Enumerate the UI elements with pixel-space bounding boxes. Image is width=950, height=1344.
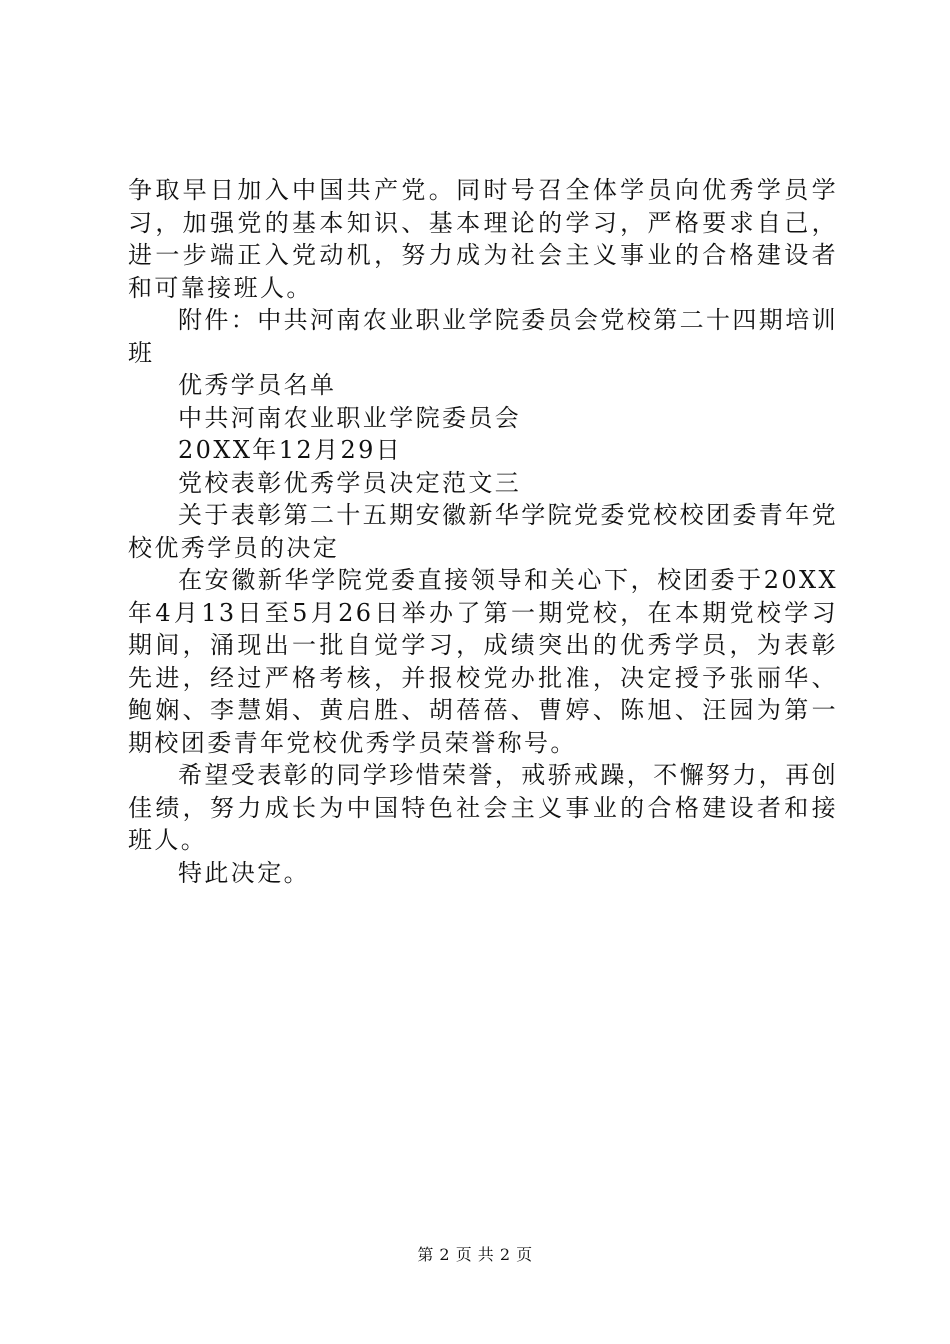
paragraph-attachment: 附件：中共河南农业职业学院委员会党校第二十四期培训班 xyxy=(128,306,838,367)
paragraph-date: 20XX年12月29日 xyxy=(178,436,403,464)
section-heading: 党校表彰优秀学员决定范文三 xyxy=(178,468,522,497)
paragraph-closing: 特此决定。 xyxy=(178,858,310,887)
document-body xyxy=(128,174,838,889)
paragraph-continuation: 争取早日加入中国共产党。同时号召全体学员向优秀学员学习，加强党的基本知识、基本理论的学习，严格要求自己，进一步端正入党动机，努力成为社会主义事业的合格建设者和可靠接班人。 xyxy=(128,176,838,302)
decision-title: 关于表彰第二十五期安徽新华学院党委党校校团委青年党校优秀学员的决定 xyxy=(128,501,838,562)
page-footer: 第 2 页 共 2 页 xyxy=(417,1245,533,1264)
paragraph-hope: 希望受表彰的同学珍惜荣誉，戒骄戒躁，不懈努力，再创佳绩，努力成长为中国特色社会主义事业的合格建设者和接班人。 xyxy=(128,761,838,854)
paragraph-issuer: 中共河南农业职业学院委员会 xyxy=(178,403,522,432)
paragraph-body: 在安徽新华学院党委直接领导和关心下，校团委于20XX年4月13日至5月26日举办了第一期党校，在本期党校学习期间，涌现出一批自觉学习，成绩突出的优秀学员，为表彰先进，经过严格考核，并报校党办批准，决定授予张丽华、鲍娴、李慧娟、黄启胜、胡蓓蓓、曹婷、陈旭、汪园为第一期校团委青年党校优秀学员荣誉称号。 xyxy=(128,566,838,757)
paragraph-attachment-title: 优秀学员名单 xyxy=(178,371,337,399)
